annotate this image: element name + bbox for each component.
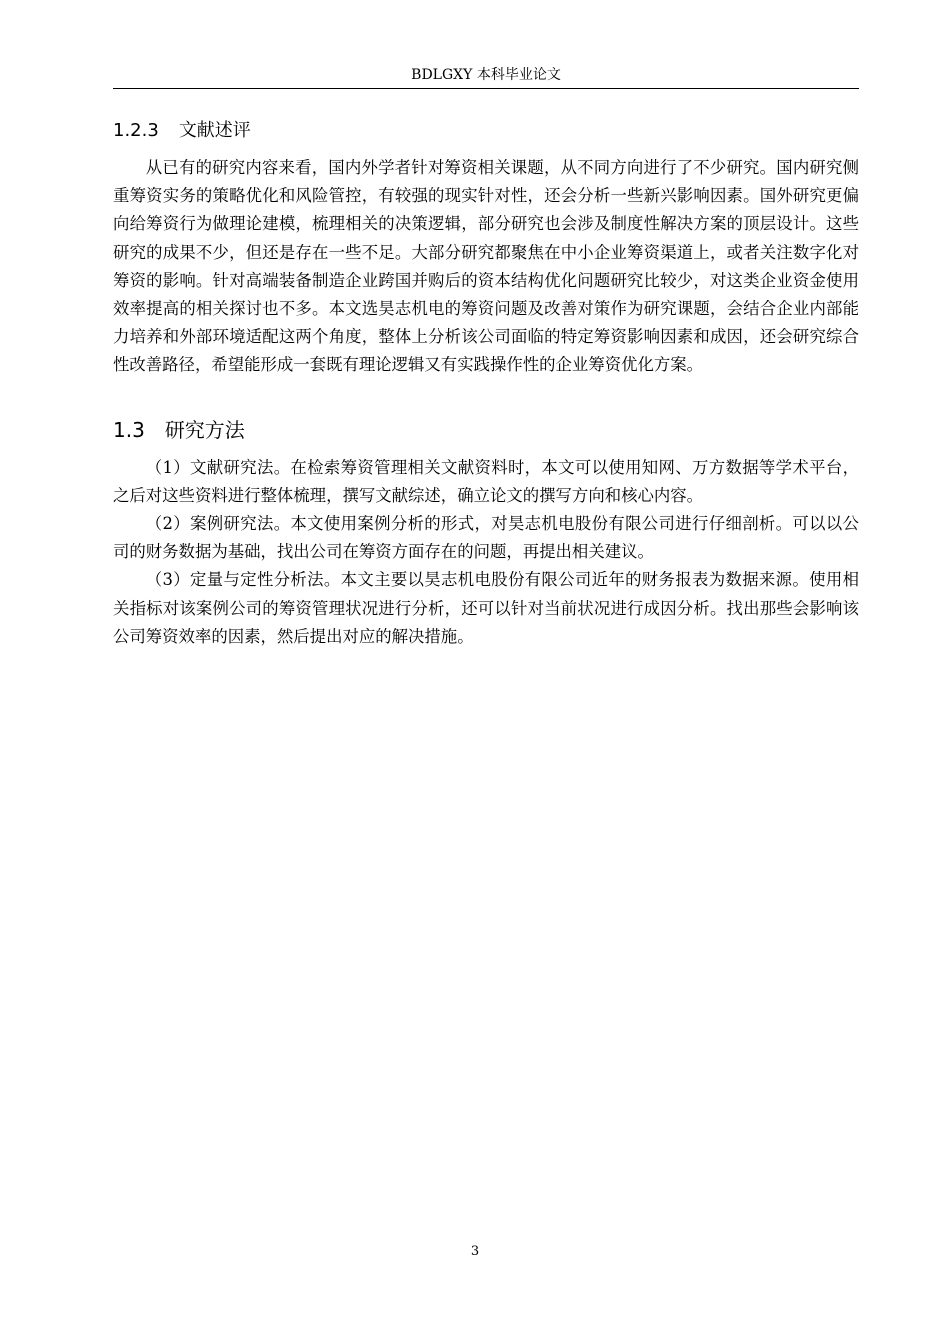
- section-number: 1.2.3: [113, 120, 159, 141]
- section-number: 1.3: [113, 417, 145, 442]
- page-content: [113, 112, 859, 651]
- method-paragraph-quantitative: （3）定量与定性分析法。本文主要以昊志机电股份有限公司近年的财务报表为数据来源。使用相关指标对该案例公司的筹资管理状况进行分析，还可以针对当前状况进行成因分析。找出那些会影响该公司筹资效率的因素，然后提出对应的解决措施。: [113, 570, 859, 646]
- page-number: 3: [470, 1244, 480, 1259]
- page-header: [113, 62, 859, 89]
- page-footer: [0, 1244, 950, 1259]
- section-title: 文献述评: [178, 120, 251, 141]
- literature-review-paragraph: 从已有的研究内容来看，国内外学者针对筹资相关课题，从不同方向进行了不少研究。国内研究侧重筹资实务的策略优化和风险管控，有较强的现实针对性，还会分析一些新兴影响因素。国外研究更偏向给筹资行为做理论建模，梳理相关的决策逻辑，部分研究也会涉及制度性解决方案的顶层设计。这些研究的成果不少，但还是存在一些不足。大部分研究都聚焦在中小企业筹资渠道上，或者关注数字化对筹资的影响。针对高端装备制造企业跨国并购后的资本结构优化问题研究比较少，对这类企业资金使用效率提高的相关探讨也不多。本文选昊志机电的筹资问题及改善对策作为研究课题，会结合企业内部能力培养和外部环境适配这两个角度，整体上分析该公司面临的特定筹资影响因素和成因，还会研究综合性改善路径，希望能形成一套既有理论逻辑又有实践操作性的企业筹资优化方案。: [113, 158, 859, 375]
- method-paragraph-case-study: （2）案例研究法。本文使用案例分析的形式，对昊志机电股份有限公司进行仔细剖析。可以以公司的财务数据为基础，找出公司在筹资方面存在的问题，再提出相关建议。: [113, 514, 859, 562]
- section-title: 研究方法: [164, 417, 245, 442]
- section-heading-1-2-3: [113, 112, 859, 150]
- method-paragraph-literature: （1）文献研究法。在检索筹资管理相关文献资料时，本文可以使用知网、万方数据等学术平台，之后对这些资料进行整体梳理，撰写文献综述，确立论文的撰写方向和核心内容。: [113, 457, 859, 505]
- section-heading-1-3: [113, 410, 859, 450]
- header-title: BDLGXY 本科毕业论文: [411, 67, 561, 83]
